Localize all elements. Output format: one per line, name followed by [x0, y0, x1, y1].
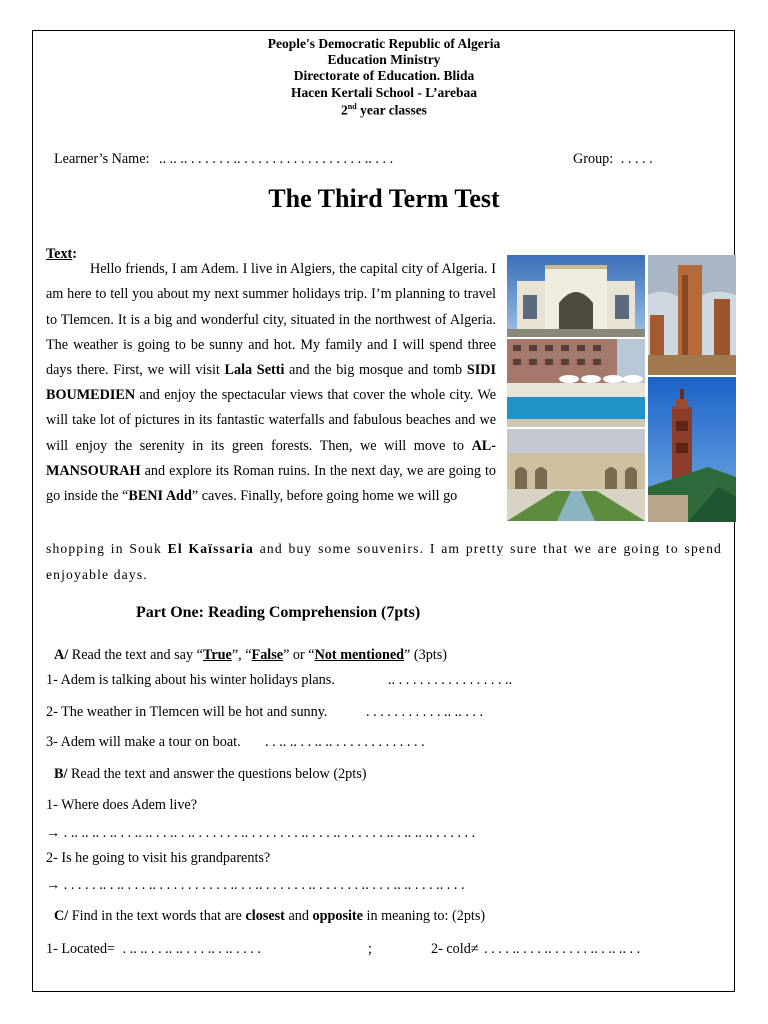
section-b-answer-2[interactable]: → . . . . . .. . .. . . . .. . . . . . . . . . . .. . . .. . . . . . . .. . . . . . . .. . . . .. .. . . . .. . . .	[46, 877, 465, 893]
reading-text: Text: Hello friends, I am Adem. I live in Algiers, the capital city of Algeria. I am here to tell you about my next summer holidays trip. I’m planning to travel to Tlemcen. It is a big and wonderful city, situated in the northwest of Algeria. The weather is going to be sunny and hot. My family and I will spend three days there. First, we will visit Lala Setti and the big mosque and tomb SIDI BOUMEDIEN and enjoy the spectacular views that cover the whole city. We will take lot of pictures in its fantastic waterfalls and fabulous beaches and we will enjoy the serenity in its green forests. Then, we will move to AL-MANSOURAH and explore its Roman ruins. In the next day, we are going to go inside the “BENI Add” caves. Finally, before going home we will go	[46, 246, 496, 505]
section-a-item-2: 2- The weather in Tlemcen will be hot and sunny.	[46, 704, 328, 720]
header-school: Hacen Kertali School - L’arebaa	[291, 85, 477, 100]
place-el-kaissaria: El Kaïssaria	[167, 541, 254, 556]
reading-text-continued: shopping in Souk El Kaïssaria and buy some souvenirs. I am pretty sure that we are going to spend enjoyable days.	[46, 541, 722, 582]
place-lala-setti: Lala Setti	[224, 362, 285, 379]
section-c-item-1: 1- Located= . .. .. . . .. .. . . . .. . .. . . . .	[46, 941, 261, 957]
section-a-item-1: 1- Adem is talking about his winter holidays plans.	[46, 672, 335, 688]
courtyard-photo	[507, 429, 645, 521]
section-a-answer-2[interactable]: . . . . . . . . . . . .. .. . . .	[366, 704, 484, 720]
header-classes: 2nd year classes	[341, 102, 427, 118]
header-directorate: Directorate of Education. Blida	[293, 68, 475, 83]
header-country: People's Democratic Republic of Algeria	[267, 36, 501, 51]
group-label: Group:	[573, 151, 614, 167]
learner-name-field[interactable]: .. .. .. . . . . . . .. . . . . . . . . . . . . . . . . . .. . . .	[159, 151, 394, 167]
place-sidi-boumedien: SIDI BOUMEDIEN	[46, 362, 496, 404]
learner-name-row	[54, 151, 393, 168]
part-one-title: Part One: Reading Comprehension (7pts)	[136, 604, 421, 621]
section-b-answer-1[interactable]: → . .. .. .. . .. . . .. .. . . .. . .. . . . . . . .. . . . . . . . .. . . . .. . . . . . . .. . .. .. .. . . . . . .	[46, 825, 476, 841]
palace-photo	[507, 255, 645, 337]
hotel-pool-photo	[507, 339, 645, 427]
place-beni-add: BENI Add	[128, 488, 192, 505]
ruins-photo	[648, 255, 736, 375]
page-title: The Third Term Test	[268, 184, 500, 213]
section-c-answer-2[interactable]: . . . . .. . . . .. . . . . . .. . .. .. . .	[484, 941, 641, 957]
section-c-separator: ;	[368, 941, 372, 957]
section-a-item-3: 3- Adem will make a tour on boat.	[46, 734, 241, 750]
minaret-photo	[648, 377, 736, 522]
section-b-question-2: 2- Is he going to visit his grandparents?	[46, 850, 271, 866]
text-label: Text	[46, 246, 73, 262]
section-a-instruction: A/ Read the text and say “True”, “False” or “Not mentioned” (3pts)	[54, 647, 447, 663]
header-ministry: Education Ministry	[327, 52, 441, 67]
section-b-instruction: B/ Read the text and answer the questions below (2pts)	[54, 766, 367, 782]
section-a-answer-3[interactable]: . . .. .. . . .. .. . . . . . . . . . . . . .	[265, 734, 425, 750]
tlemcen-photo-collage	[507, 255, 736, 522]
section-b-question-1: 1- Where does Adem live?	[46, 797, 198, 813]
group-field[interactable]: . . . . .	[620, 151, 653, 167]
section-c-instruction: C/ Find in the text words that are closest and opposite in meaning to: (2pts)	[54, 908, 486, 924]
section-c-item-2: 2- cold≠ . . . . .. . . . .. . . . . . .. . .. .. . .	[431, 941, 641, 957]
section-c-answer-1[interactable]: . .. .. . . .. .. . . . .. . .. . . . .	[122, 941, 261, 957]
group-row	[573, 151, 653, 168]
place-al-mansourah: AL-MANSOURAH	[46, 437, 496, 479]
learner-name-label: Learner’s Name:	[54, 151, 150, 167]
section-a-answer-1[interactable]: .. . . . . . . . . . . . . . . . ..	[388, 672, 513, 688]
